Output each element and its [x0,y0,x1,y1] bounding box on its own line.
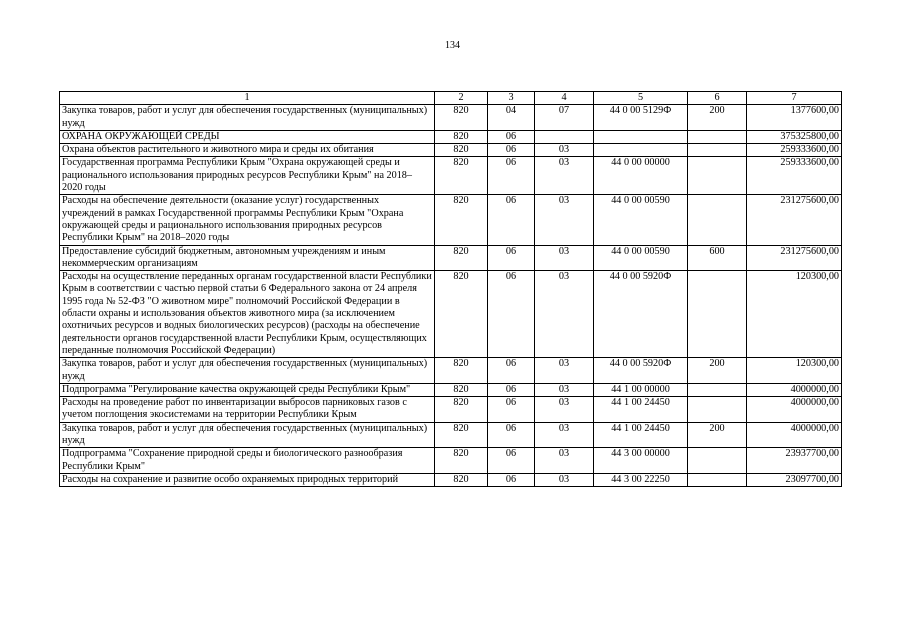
row-amount: 259333600,00 [747,144,842,157]
row-code-2: 820 [435,448,488,474]
row-code-5: 44 0 00 5920Ф [594,271,688,358]
row-code-6: 600 [688,245,747,271]
row-amount: 23097700,00 [747,473,842,486]
row-code-5: 44 1 00 00000 [594,383,688,396]
row-code-6 [688,271,747,358]
row-code-4 [535,130,594,143]
table-row [60,144,842,157]
row-name: Государственная программа Республики Крым "Охрана окружающей среды и рационального использования природных ресурсов Республики Крым" на 2018–2020 годы [60,157,435,195]
budget-table [59,91,842,487]
row-code-5: 44 0 00 00590 [594,245,688,271]
row-code-6: 200 [688,422,747,448]
page-number: 134 [445,40,460,51]
row-name: Подпрограмма "Сохранение природной среды и биологического разнообразия Республики Крым" [60,448,435,474]
table-body [60,105,842,487]
row-amount: 120300,00 [747,358,842,384]
column-header-7: 7 [747,92,842,105]
row-code-2: 820 [435,422,488,448]
row-code-5: 44 0 00 00000 [594,157,688,195]
table-row [60,245,842,271]
column-header-3: 3 [488,92,535,105]
row-amount: 1377600,00 [747,105,842,131]
table-row [60,271,842,358]
row-code-6 [688,473,747,486]
table-row [60,358,842,384]
row-code-4: 07 [535,105,594,131]
row-code-2: 820 [435,245,488,271]
table-row [60,130,842,143]
row-amount: 4000000,00 [747,383,842,396]
row-amount: 231275600,00 [747,245,842,271]
row-code-2: 820 [435,358,488,384]
row-code-3: 06 [488,473,535,486]
row-code-3: 06 [488,144,535,157]
row-code-5: 44 1 00 24450 [594,422,688,448]
row-code-6: 200 [688,105,747,131]
row-code-2: 820 [435,144,488,157]
column-header-2: 2 [435,92,488,105]
row-code-3: 06 [488,383,535,396]
row-amount: 375325800,00 [747,130,842,143]
row-name: Расходы на сохранение и развитие особо охраняемых природных территорий [60,473,435,486]
table-row [60,397,842,423]
row-name: Расходы на осуществление переданных органам государственной власти Республики Крым в соответствии с частью первой статьи 6 Федерального закона от 24 апреля 1995 года № 52-ФЗ "О животном мире" полномочий Российской Федерации в области охраны и использования объектов животного мира (за исключением охотничьих ресурсов и водных биологических ресурсов) (расходы на обеспечение деятельности органов государственной власти Республики Крым, осуществляющих переданные полномочия Российской Федерации) [60,271,435,358]
row-code-6 [688,383,747,396]
table-row [60,157,842,195]
table-row [60,195,842,245]
row-code-5 [594,130,688,143]
row-code-6 [688,195,747,245]
row-code-4: 03 [535,422,594,448]
row-amount: 231275600,00 [747,195,842,245]
row-code-4: 03 [535,397,594,423]
row-code-5: 44 1 00 24450 [594,397,688,423]
table-row [60,383,842,396]
row-amount: 259333600,00 [747,157,842,195]
column-header-4: 4 [535,92,594,105]
row-code-3: 06 [488,195,535,245]
row-code-3: 06 [488,448,535,474]
row-code-2: 820 [435,271,488,358]
row-name: Подпрограмма "Регулирование качества окружающей среды Республики Крым" [60,383,435,396]
row-code-5 [594,144,688,157]
row-name: Расходы на проведение работ по инвентаризации выбросов парниковых газов с учетом поглощения экосистемами на территории Республики Крым [60,397,435,423]
row-code-4: 03 [535,473,594,486]
row-code-3: 06 [488,397,535,423]
row-name: Предоставление субсидий бюджетным, автономным учреждениям и иным некоммерческим организациям [60,245,435,271]
row-code-4: 03 [535,157,594,195]
row-code-5: 44 0 00 00590 [594,195,688,245]
table-row [60,473,842,486]
row-code-2: 820 [435,130,488,143]
header-row [60,92,842,105]
row-amount: 4000000,00 [747,397,842,423]
row-code-4: 03 [535,195,594,245]
row-code-5: 44 3 00 22250 [594,473,688,486]
row-amount: 120300,00 [747,271,842,358]
row-code-5: 44 0 00 5129Ф [594,105,688,131]
row-code-2: 820 [435,195,488,245]
column-header-5: 5 [594,92,688,105]
row-name: ОХРАНА ОКРУЖАЮЩЕЙ СРЕДЫ [60,130,435,143]
row-name: Охрана объектов растительного и животного мира и среды их обитания [60,144,435,157]
row-code-2: 820 [435,383,488,396]
row-code-3: 06 [488,358,535,384]
row-code-4: 03 [535,383,594,396]
row-code-2: 820 [435,473,488,486]
row-name: Закупка товаров, работ и услуг для обеспечения государственных (муниципальных) нужд [60,105,435,131]
row-code-6: 200 [688,358,747,384]
table-row [60,448,842,474]
row-name: Закупка товаров, работ и услуг для обеспечения государственных (муниципальных) нужд [60,422,435,448]
row-code-6 [688,397,747,423]
column-header-1: 1 [60,92,435,105]
row-code-6 [688,130,747,143]
row-code-3: 06 [488,245,535,271]
row-code-4: 03 [535,448,594,474]
row-code-3: 06 [488,130,535,143]
row-code-4: 03 [535,245,594,271]
row-code-4: 03 [535,271,594,358]
row-code-6 [688,144,747,157]
row-code-3: 06 [488,271,535,358]
row-code-3: 06 [488,422,535,448]
row-name: Закупка товаров, работ и услуг для обеспечения государственных (муниципальных) нужд [60,358,435,384]
row-code-3: 06 [488,157,535,195]
row-code-2: 820 [435,105,488,131]
row-code-4: 03 [535,358,594,384]
column-header-6: 6 [688,92,747,105]
table-row [60,422,842,448]
row-amount: 23937700,00 [747,448,842,474]
row-name: Расходы на обеспечение деятельности (оказание услуг) государственных учреждений в рамках Государственной программы Республики Крым "Охрана окружающей среды и рационального использования природных ресурсов Республики Крым" на 2018–2020 годы [60,195,435,245]
row-code-3: 04 [488,105,535,131]
row-code-5: 44 0 00 5920Ф [594,358,688,384]
row-code-6 [688,448,747,474]
row-code-4: 03 [535,144,594,157]
table-row [60,105,842,131]
row-code-6 [688,157,747,195]
row-code-2: 820 [435,397,488,423]
row-code-2: 820 [435,157,488,195]
row-code-5: 44 3 00 00000 [594,448,688,474]
row-amount: 4000000,00 [747,422,842,448]
